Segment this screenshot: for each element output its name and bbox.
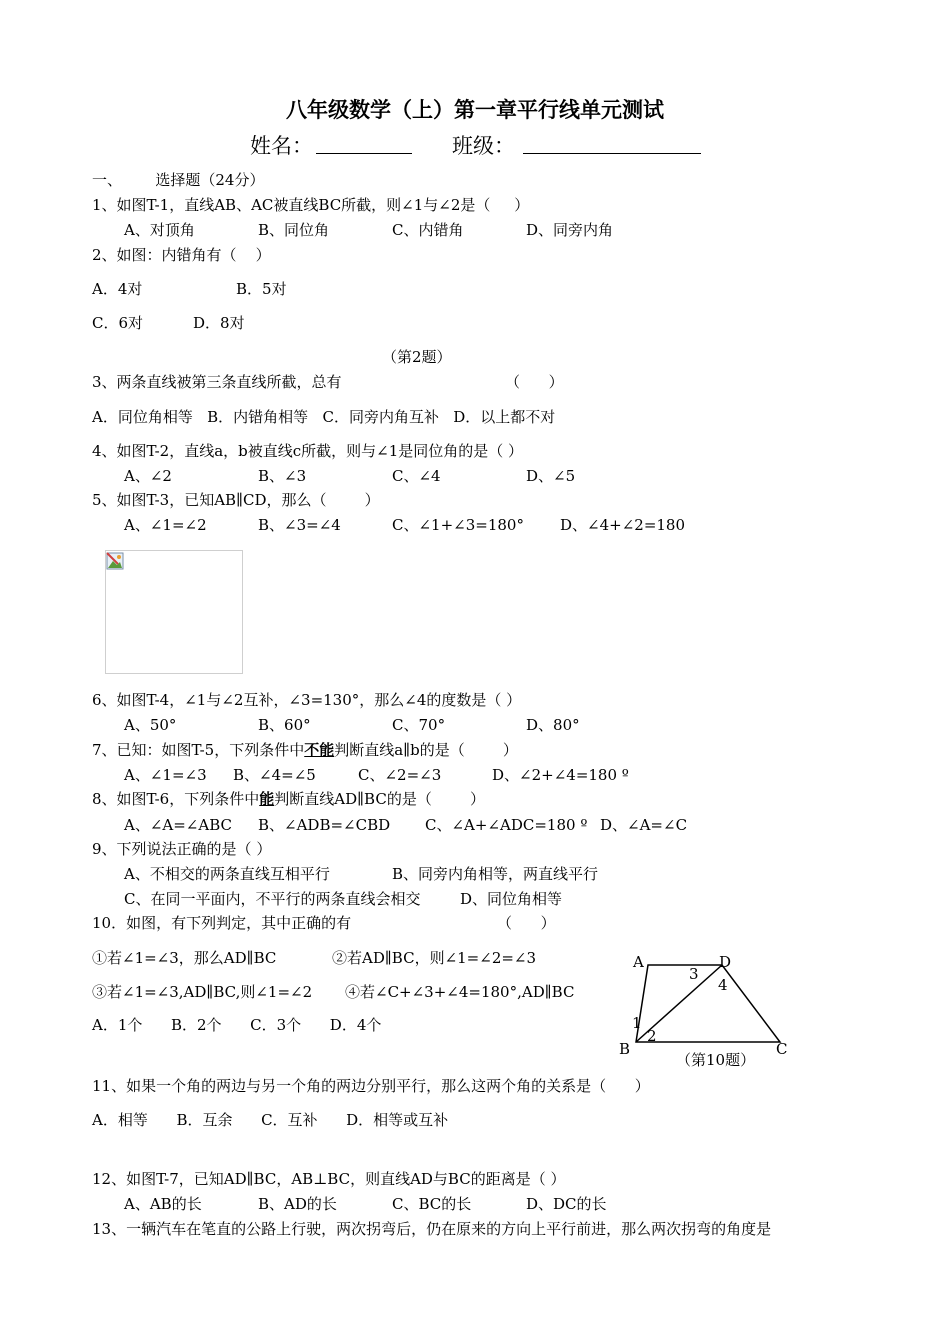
question-7-option-b: B、∠4=∠5	[233, 766, 316, 784]
question-7-stem	[92, 740, 518, 760]
question-2-caption: （第2题）	[382, 348, 452, 366]
question-7-stem-pre: 7、已知：如图T-5，下列条件中	[92, 741, 305, 759]
question-2-stem: 2、如图：内错角有（ ）	[92, 246, 271, 264]
question-6-option-c: C、70°	[392, 716, 446, 734]
angle-2-label: 2	[647, 1027, 657, 1045]
class-blank[interactable]	[523, 153, 701, 154]
vertex-a-label: A	[633, 953, 644, 971]
question-5-option-b: B、∠3=∠4	[258, 516, 341, 534]
question-7-option-d: D、∠2+∠4=180 º	[492, 766, 629, 784]
question-7-emphasis: 不能	[304, 741, 335, 759]
vertex-d-label: D	[719, 953, 732, 971]
name-label: 姓名：	[250, 134, 313, 158]
angle-1-label: 1	[632, 1014, 642, 1032]
class-label: 班级：	[452, 134, 515, 158]
question-9-option-c: C、在同一平面内，不平行的两条直线会相交	[124, 890, 421, 908]
question-8-stem	[92, 789, 485, 809]
question-8-option-c: C、∠A+∠ADC=180 º	[425, 816, 588, 834]
question-1-option-b: B、同位角	[258, 221, 330, 239]
question-10-statement-2: ②若AD∥BC，则∠1=∠2=∠3	[332, 949, 537, 967]
question-8-option-a: A、∠A=∠ABC	[124, 816, 232, 834]
question-4-option-c: C、∠4	[392, 467, 441, 485]
question-9-option-a: A、不相交的两条直线互相平行	[124, 865, 330, 883]
question-8-option-b: B、∠ADB=∠CBD	[258, 816, 391, 834]
question-6-option-b: B、60°	[258, 716, 311, 734]
question-10-statement-1: ①若∠1=∠3，那么AD∥BC	[92, 949, 277, 967]
question-3-stem: 3、两条直线被第三条直线所截，总有	[92, 373, 342, 391]
question-11-stem: 11、如果一个角的两边与另一个角的两边分别平行，那么这两个角的关系是（ ）	[92, 1077, 650, 1095]
question-8-emphasis: 能	[259, 790, 275, 808]
section-heading: 一、 选择题（24分）	[92, 171, 265, 189]
name-blank[interactable]	[316, 153, 412, 154]
question-1-stem: 1、如图T-1，直线AB、AC被直线BC所截，则∠1与∠2是（ ）	[92, 196, 530, 214]
question-10-stem: 10．如图，有下列判定，其中正确的有	[92, 914, 352, 932]
vertex-b-label: B	[619, 1040, 631, 1058]
question-8-stem-pre: 8、如图T-6，下列条件中	[92, 790, 260, 808]
question-9-option-b: B、同旁内角相等，两直线平行	[392, 865, 599, 883]
question-8-stem-post: 判断直线AD∥BC的是（ ）	[274, 790, 485, 808]
question-10-statement-3: ③若∠1=∠3,AD∥BC,则∠1=∠2	[92, 983, 313, 1001]
question-13-stem: 13、一辆汽车在笔直的公路上行驶，两次拐弯后，仍在原来的方向上平行前进，那么两次拐弯的角度是	[92, 1220, 772, 1238]
question-5-option-c: C、∠1+∠3=180°	[392, 516, 524, 534]
question-5-option-a: A、∠1=∠2	[124, 516, 207, 534]
question-6-option-d: D、80°	[526, 716, 580, 734]
question-7-stem-post: 判断直线a∥b的是（ ）	[334, 741, 518, 759]
question-1-option-c: C、内错角	[392, 221, 464, 239]
question-6-option-a: A、50°	[124, 716, 177, 734]
question-7-option-a: A、∠1=∠3	[124, 766, 207, 784]
question-7-option-c: C、∠2=∠3	[358, 766, 442, 784]
question-10-options: A．1个 B．2个 C．3个 D．4个	[92, 1016, 382, 1034]
question-12-option-b: B、AD的长	[258, 1195, 337, 1213]
question-9-option-d: D、同位角相等	[460, 890, 563, 908]
question-3-answer-paren: （ ）	[505, 373, 564, 391]
figure-placeholder	[105, 550, 243, 674]
question-4-option-a: A、∠2	[124, 467, 172, 485]
question-2-option-c: C．6对	[92, 314, 144, 332]
question-2-option-a: A．4对	[92, 280, 143, 298]
question-4-stem: 4、如图T-2，直线a，b被直线c所截，则与∠1是同位角的是（ ）	[92, 442, 524, 460]
question-1-option-a: A、对顶角	[124, 221, 195, 239]
question-6-stem: 6、如图T-4，∠1与∠2互补，∠3=130°，那么∠4的度数是（ ）	[92, 691, 522, 709]
question-12-option-a: A、AB的长	[124, 1195, 202, 1213]
question-5-option-d: D、∠4+∠2=180	[560, 516, 686, 534]
question-4-option-b: B、∠3	[258, 467, 307, 485]
question-10-statement-4: ④若∠C+∠3+∠4=180°,AD∥BC	[345, 983, 575, 1001]
question-10-answer-paren: （ ）	[497, 914, 556, 932]
angle-4-label: 4	[718, 976, 728, 994]
vertex-c-label: C	[776, 1040, 788, 1058]
question-12-option-c: C、BC的长	[392, 1195, 472, 1213]
question-12-stem: 12、如图T-7，已知AD∥BC，AB⊥BC，则直线AD与BC的距离是（ ）	[92, 1170, 566, 1188]
question-2-option-d: D．8对	[193, 314, 245, 332]
question-2-option-b: B．5对	[236, 280, 287, 298]
page-title: 八年级数学（上）第一章平行线单元测试	[286, 98, 664, 122]
question-11-options: A．相等 B．互余 C．互补 D．相等或互补	[92, 1111, 449, 1129]
angle-3-label: 3	[689, 965, 699, 983]
broken-image-icon	[106, 552, 124, 570]
question-1-option-d: D、同旁内角	[526, 221, 614, 239]
question-12-option-d: D、DC的长	[526, 1195, 607, 1213]
question-8-option-d: D、∠A=∠C	[600, 816, 688, 834]
question-9-stem: 9、下列说法正确的是（ ）	[92, 840, 272, 858]
question-10-caption: （第10题）	[676, 1051, 756, 1069]
question-5-stem: 5、如图T-3，已知AB∥CD，那么（ ）	[92, 491, 380, 509]
question-3-options: A．同位角相等 B．内错角相等 C．同旁内角互补 D．以上都不对	[92, 408, 556, 426]
question-4-option-d: D、∠5	[526, 467, 576, 485]
